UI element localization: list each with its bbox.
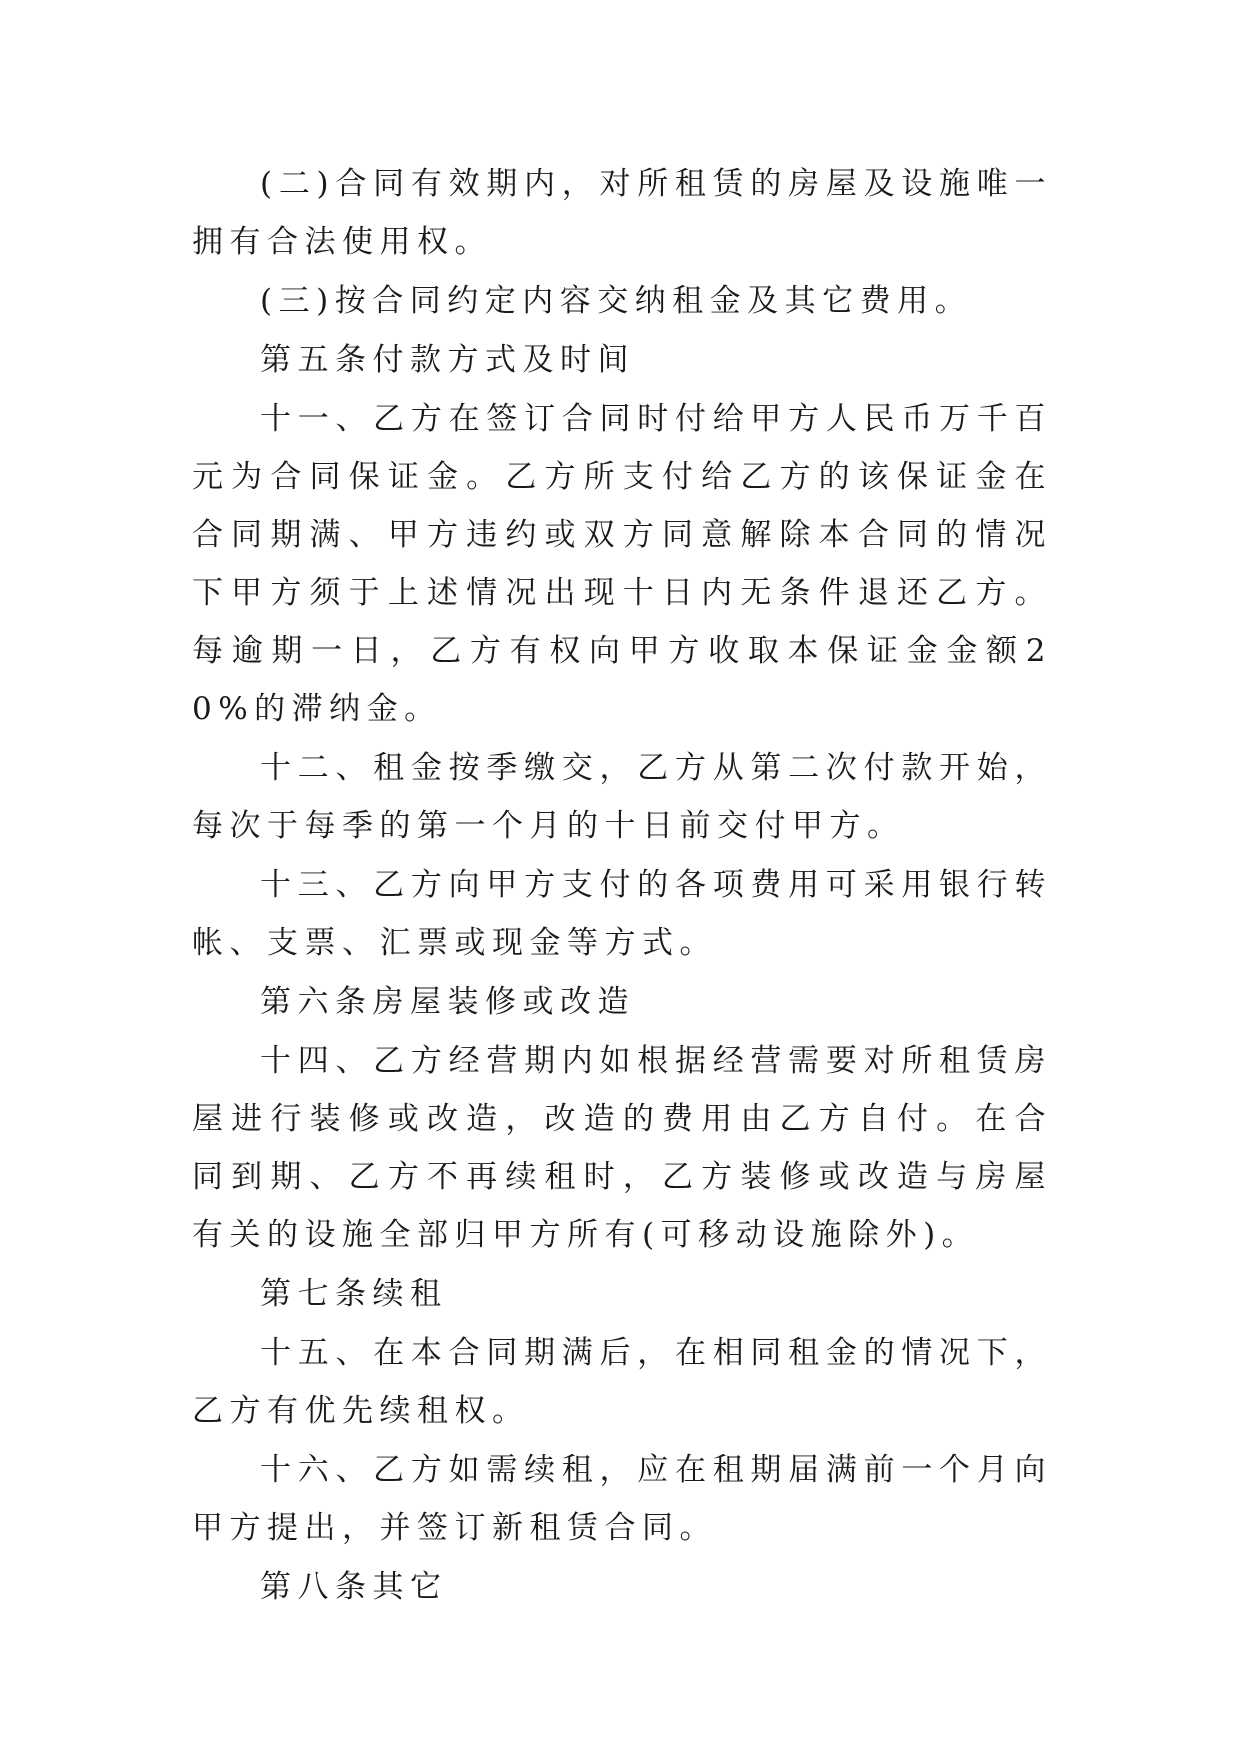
paragraph-clause-14: 十四、乙方经营期内如根据经营需要对所租赁房屋进行装修或改造，改造的费用由乙方自付。在合同到期、乙方不再续租时，乙方装修或改造与房屋有关的设施全部归甲方所有(可移动设施除外)。	[192, 1043, 1052, 1253]
section-heading-article-6: 第六条房屋装修或改造	[260, 984, 635, 1020]
paragraph-clause-13: 十三、乙方向甲方支付的各项费用可采用银行转帐、支票、汇票或现金等方式。	[192, 867, 1052, 961]
paragraph-clause-11: 十一、乙方在签订合同时付给甲方人民币万千百元为合同保证金。乙方所支付给乙方的该保证金在合同期满、甲方违约或双方同意解除本合同的情况下甲方须于上述情况出现十日内无条件退还乙方。每逾期一日，乙方有权向甲方收取本保证金金额20%的滞纳金。	[192, 401, 1052, 727]
paragraph-clause-2: (二)合同有效期内，对所租赁的房屋及设施唯一拥有合法使用权。	[192, 166, 1052, 260]
paragraph-clause-12: 十二、租金按季缴交，乙方从第二次付款开始，每次于每季的第一个月的十日前交付甲方。	[192, 750, 1052, 844]
section-heading-article-5: 第五条付款方式及时间	[260, 342, 635, 378]
paragraph-clause-3: (三)按合同约定内容交纳租金及其它费用。	[260, 283, 973, 319]
document-body	[192, 155, 1052, 1617]
paragraph-clause-16: 十六、乙方如需续租，应在租期届满前一个月向甲方提出，并签订新租赁合同。	[192, 1452, 1052, 1546]
paragraph-clause-15: 十五、在本合同期满后，在相同租金的情况下，乙方有优先续租权。	[192, 1335, 1052, 1429]
section-heading-article-8: 第八条其它	[260, 1569, 448, 1605]
section-heading-article-7: 第七条续租	[260, 1276, 448, 1312]
